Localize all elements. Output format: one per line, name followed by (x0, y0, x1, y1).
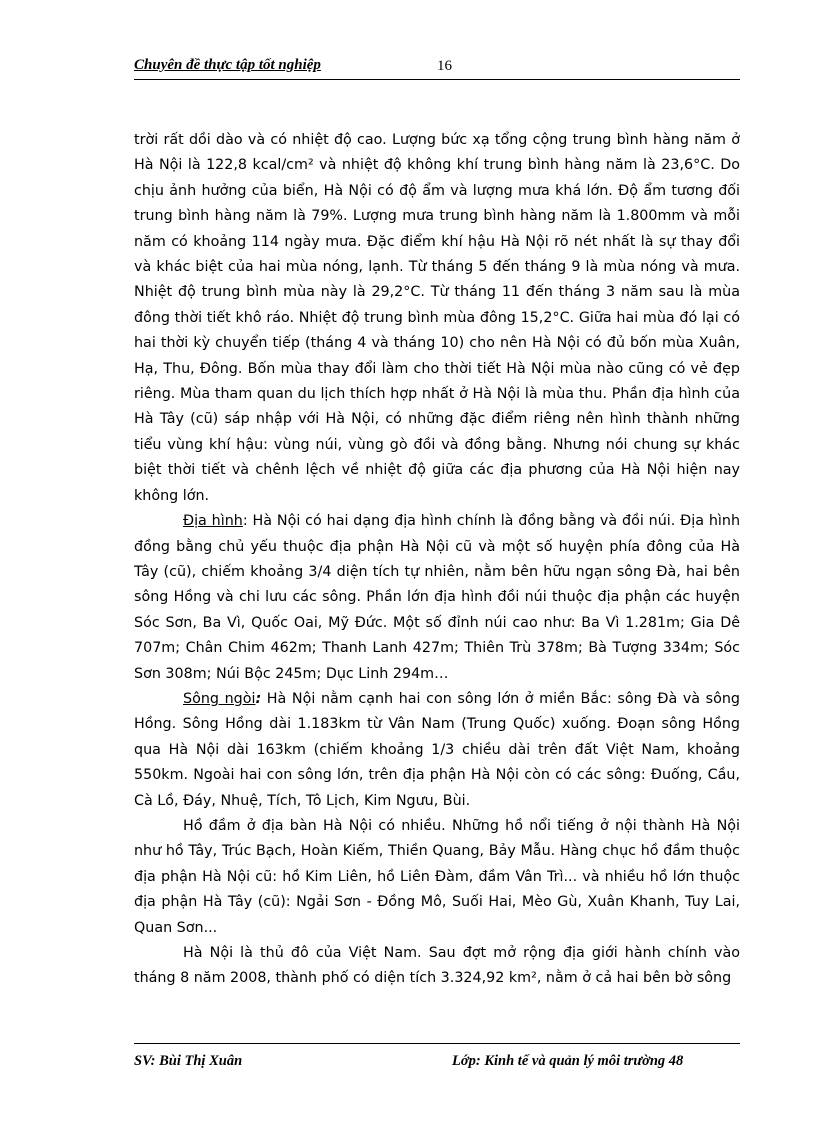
terrain-heading: Địa hình (183, 513, 243, 530)
terrain-text: : Hà Nội có hai dạng địa hình chính là đồng bằng và đồi núi. Địa hình đồng bằng chủ yếu thuộc địa phận Hà Nội cũ và một số huyện phía đông của Hà Tây (cũ), chiếm khoảng 3/4 diện tích tự nhiên, nằm bên hữu ngạn sông Đà, hai bên sông Hồng và chi lưu các sông. Phần lớn địa hình đồi núi thuộc địa phận các huyện Sóc Sơn, Ba Vì, Quốc Oai, Mỹ Đức. Một số đỉnh núi cao như: Ba Vì 1.281m; Gia Dê 707m; Chân Chim 462m; Thanh Lanh 427m; Thiên Trù 378m; Bà Tượng 334m; Sóc Sơn 308m; Núi Bộc 245m; Dục Linh 294m… (134, 513, 740, 682)
paragraph-terrain (134, 509, 740, 687)
paragraph-lakes: Hồ đầm ở địa bàn Hà Nội có nhiều. Những hồ nổi tiếng ở nội thành Hà Nội như hồ Tây, Trúc Bạch, Hoàn Kiếm, Thiền Quang, Bảy Mẫu. Hàng chục hồ đầm thuộc địa phận Hà Nội cũ: hồ Kim Liên, hồ Liên Đàm, đầm Vân Trì... và nhiều hồ lớn thuộc địa phận Hà Tây (cũ): Ngải Sơn - Đồng Mô, Suối Hai, Mèo Gù, Xuân Khanh, Tuy Lai, Quan Sơn... (134, 817, 740, 936)
paragraph-capital: Hà Nội là thủ đô của Việt Nam. Sau đợt mở rộng địa giới hành chính vào tháng 8 năm 2008, thành phố có diện tích 3.324,92 km², nằm ở cả hai bên bờ sông (134, 945, 740, 987)
header-title: Chuyên đề thực tập tốt nghiệp (134, 57, 321, 73)
page-footer (134, 1043, 740, 1074)
paragraph-climate: trời rất dồi dào và có nhiệt độ cao. Lượng bức xạ tổng cộng trung bình hàng năm ở Hà Nội là 122,8 kcal/cm² và nhiệt độ không khí trung bình hàng năm là 23,6°C. Do chịu ảnh hưởng của biển, Hà Nội có độ ẩm và lượng mưa khá lớn. Độ ẩm tương đối trung bình hàng năm là 79%. Lượng mưa trung bình hàng năm là 1.800mm và mỗi năm có khoảng 114 ngày mưa. Đặc điểm khí hậu Hà Nội rõ nét nhất là sự thay đổi và khác biệt của hai mùa nóng, lạnh. Từ tháng 5 đến tháng 9 là mùa nóng và mưa. Nhiệt độ trung bình mùa này là 29,2°C. Từ tháng 11 đến tháng 3 năm sau là mùa đông thời tiết khô ráo. Nhiệt độ trung bình mùa đông 15,2°C. Giữa hai mùa đó lại có hai thời kỳ chuyển tiếp (tháng 4 và tháng 10) cho nên Hà Nội có đủ bốn mùa Xuân, Hạ, Thu, Đông. Bốn mùa thay đổi làm cho thời tiết Hà Nội mùa nào cũng có vẻ đẹp riêng. Mùa tham quan du lịch thích hợp nhất ở Hà Nội là mùa thu. Phần địa hình của Hà Tây (cũ) sáp nhập với Hà Nội, có những đặc điểm riêng nên hình thành những tiểu vùng khí hậu: vùng núi, vùng gò đồi và đồng bằng. Nhưng nói chung sự khác biệt thời tiết và chênh lệch về nhiệt độ giữa các địa phương của Hà Nội hiện nay không lớn. (134, 132, 740, 504)
rivers-text: Hà Nội nằm cạnh hai con sông lớn ở miền Bắc: sông Đà và sông Hồng. Sông Hồng dài 1.183km từ Vân Nam (Trung Quốc) xuống. Đoạn sông Hồng qua Hà Nội dài 163km (chiếm khoảng 1/3 chiều dài trên đất Việt Nam, khoảng 550km. Ngoài hai con sông lớn, trên địa phận Hà Nội còn có các sông: Đuống, Cầu, Cà Lồ, Đáy, Nhuệ, Tích, Tô Lịch, Kim Ngưu, Bùi. (134, 690, 740, 809)
footer-class-name: Lớp: Kinh tế và quản lý môi trường 48 (452, 1053, 684, 1069)
rivers-heading: Sông ngòi (183, 690, 256, 707)
paragraph-rivers (134, 687, 740, 814)
footer-student-name: SV: Bùi Thị Xuân (134, 1053, 243, 1069)
body-text (134, 128, 740, 1013)
rivers-colon: : (255, 690, 262, 707)
page-header (134, 57, 740, 80)
page-number: 16 (437, 58, 452, 74)
